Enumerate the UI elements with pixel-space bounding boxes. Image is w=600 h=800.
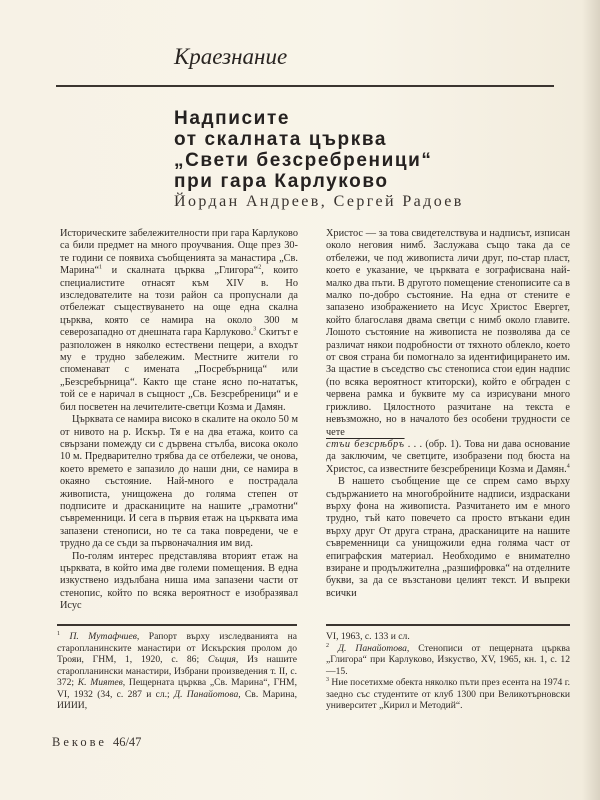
title-line-3: „Свети безсребреници“ <box>174 150 433 171</box>
footnote-number: 2 <box>326 642 329 649</box>
title-line-4: при гара Карлуково <box>174 171 389 192</box>
footnote-3 <box>326 677 570 712</box>
text-run: Историческите забележителности при гара Карлуково са били предмет на много проучвания. Още през 30-те години се появиха съобщенията за манастира „Св. Марина“ <box>60 228 298 277</box>
footnote-1 <box>57 631 297 712</box>
footnote-number: 3 <box>326 676 329 683</box>
old-slavonic-inscription: стъи безсрѣбръ <box>326 438 405 450</box>
text-run: . . . (обр. 1). Това ни дава основание да заключим, че светците, изобразени под бюста на Христос, са известните безсребреници Козма и Дамян. <box>326 438 570 475</box>
text-run: Св. Марина, ИИИИ, <box>57 688 297 711</box>
text-run: Ние посетихме обекта няколко пъти през есента на 1974 г. заедно със студентите от клуб 1300 при Великотърновски университет „Кирил и Методий“. <box>326 677 570 711</box>
text-run: Стенописи от пещерната църква „Глигора“ при Карлуково, Изкуство, XV, 1965, кн. 1, с. 12—15. <box>326 642 570 677</box>
footnote-author: Д. Панайотова, <box>337 642 410 654</box>
footnotes-right <box>326 631 570 712</box>
footnote-1-continued: VI, 1963, с. 133 и сл. <box>326 631 410 642</box>
footnote-author: П. Мутафчиев, <box>69 631 140 642</box>
page-footer <box>52 735 141 750</box>
title-line-2: от скалната църква <box>174 129 388 150</box>
paragraph: Църквата се намира високо в скалите на около 50 м от нивото на р. Искър. Тя е на два етажа, които са свързани помежду си с дървена стълба, висока около 10 м. Предварително трябва да се отбележи, че онова, което времето е запазило до наши дни, се намира в окаяно състояние. Най-много е пострадала живописта, унищожена до голяма степен от подписите и драсканиците на нашите „грамотни“ съвременници. И сега в първия етаж на църквата има запазени стенописи, но те са така повредени, че е трудно да се съди за първоначалния им вид. <box>60 414 298 550</box>
text-run: Скитът е разположен в няколко естествени пещери, а входът му е трудно забележим. Местните жители го споменават с имената „Посребърница“ или „Безсребърница“. Както ще стане ясно по-нататък, той се е наричал в същност „Св. Безсребреници“ и е бил посветен на лечителите-светци Козма и Дамян. <box>60 327 298 413</box>
article-title <box>174 108 433 192</box>
text-run: Из нашите старопланински манастири, Избрани произведения т. II, с. 372; <box>57 654 298 688</box>
footnote-number: 1 <box>57 630 60 637</box>
footnote-ref: 1 <box>99 264 103 271</box>
text-run: Пещерната църква „Св. Марина“, ГНМ, VI, 1932 (34, с. 287 и сл.; <box>57 677 297 700</box>
section-heading: Краезнание <box>174 44 288 69</box>
article-authors: Йордан Андреев, Сергей Радоев <box>174 193 464 210</box>
magazine-name: Векове <box>52 735 107 749</box>
text-run: и скалната църква „Глигора“ <box>102 265 259 277</box>
title-line-1: Надписите <box>174 108 291 129</box>
footnotes-left <box>57 631 297 712</box>
footnote-author: Същия, <box>207 654 239 665</box>
text-run: Христос — за това свидетелствува и надписът, изписан около неговия нимб. Заслужава също така да се отбележи, че под живописта личи друг, по-стар пласт, което е указание, че църквата е зографисвана най-малко два пъти. В другото помещение стенописите са в малко по-добро състояние. На една от стените е запазено изображението на Исус Христос Евергет, който благославя двама светци с нимб около главите. Лошото състояние на живописта не позволява да се различат някои подробности от тяхното облекло, което от своя страна би помогнало за идентифицирането им. За щастие в съседство със стенописа стои един надпис (по всяка вероятност ктиторски), който е обграден с червена рамка и буквите му са изрисувани много грижливо. Цялостното разчитане на текста е невъзможно, но в началото без особени трудности се чете <box>326 228 570 438</box>
paragraph: По-голям интерес представлява вторият етаж на църквата, в който има две големи помещения. В една изкуствено издълбана ниша има запазени части от стенопис, който по всяка вероятност е изобразявал Исус <box>60 550 298 612</box>
footnote-ref: 2 <box>258 264 262 271</box>
paragraph: В нашето съобщение ще се спрем само върху съдържанието на многобройните надписи, издраскани върху фона на живописта. Разчитането им е много трудно, тъй като повечето са просто втъкани един върху друг От друга страна, драсканиците на нашите съвременници са унищожили една голяма част от епиграфския материал. Необходимо е внимателно взиране и продължителна „разшифровка“ на отделните букви, за да се възстанови целият текст. И въпреки всички <box>326 476 570 599</box>
body-column-left <box>60 228 298 613</box>
body-column-right <box>326 228 570 600</box>
footnote-author: Д. Панайотова, <box>173 688 241 700</box>
footnote-author: К. Миятев, <box>77 677 126 688</box>
issue-number: 46/47 <box>112 735 142 749</box>
footnote-rule-left <box>57 624 297 626</box>
header-rule <box>56 85 554 87</box>
footnote-rule-right <box>326 624 570 626</box>
text-run: , които специалистите отнасят към XIV в. Но изследователите на този район са пропуснали да отбележат съществуването на още една скална църква, която се намира на около 300 м северозападно от днешната гара Карлуково. <box>60 265 298 339</box>
footnote-ref: 4 <box>566 463 570 470</box>
footnote-ref: 3 <box>253 326 257 333</box>
paragraph <box>326 228 570 476</box>
text-run: Рапорт върху изследванията на старопланинските манастири от Искърския пролом до Трояи, ГНМ, 1, 1920, с. 86; <box>57 631 297 665</box>
paragraph <box>60 228 298 414</box>
footnote-2 <box>326 643 570 678</box>
